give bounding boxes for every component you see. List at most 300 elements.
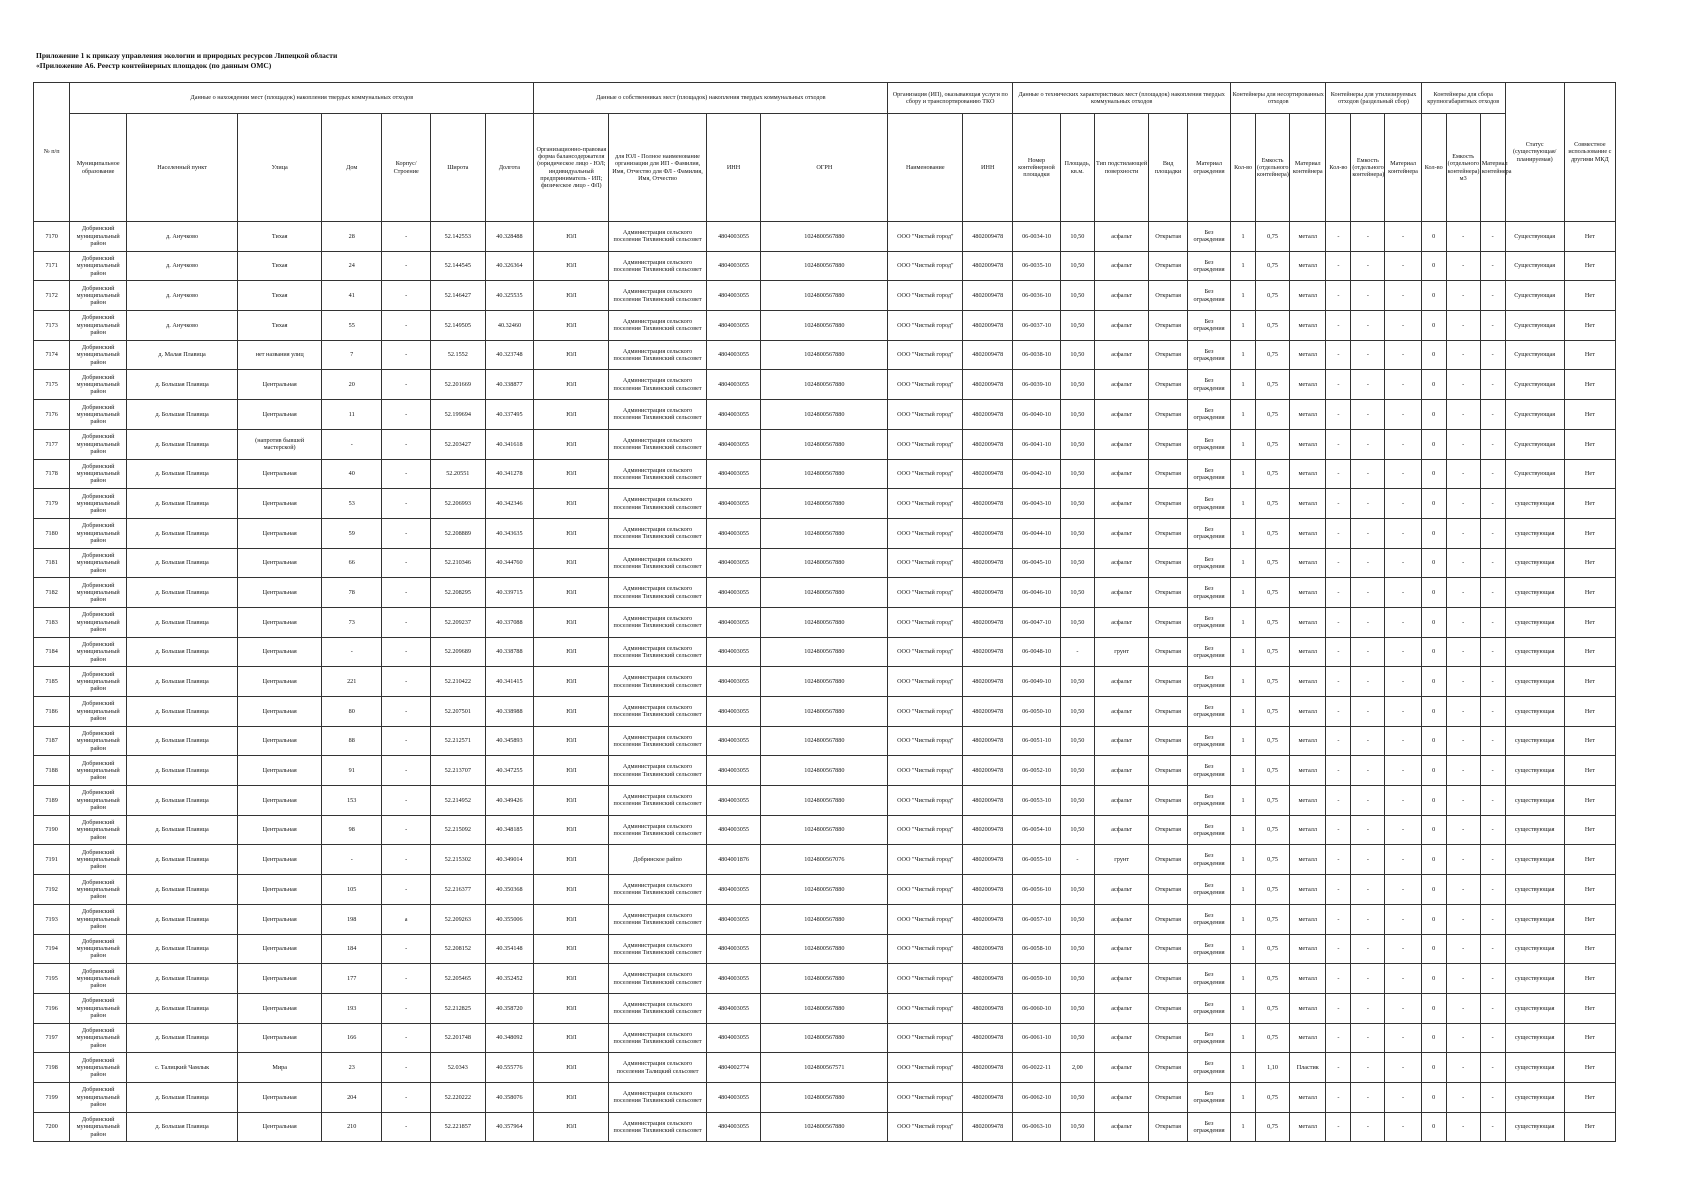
- table-cell: Администрация сельского поселения Тихвинский сельсовет: [609, 607, 707, 637]
- table-cell: -: [1060, 845, 1094, 875]
- table-cell: 4804003055: [706, 1082, 760, 1112]
- table-row: [34, 459, 1616, 489]
- table-cell: д. Малая Плавица: [127, 340, 238, 370]
- table-cell: асфальт: [1094, 993, 1148, 1023]
- table-cell: 1: [1231, 400, 1256, 430]
- table-cell: -: [1446, 222, 1480, 252]
- table-cell: Добринский муниципальный район: [70, 459, 127, 489]
- table-cell: ООО "Чистый город": [888, 370, 963, 400]
- table-cell: -: [382, 281, 431, 311]
- table-cell: 1024800567880: [761, 518, 888, 548]
- table-cell: ЮЛ: [534, 845, 609, 875]
- table-cell: асфальт: [1094, 1112, 1148, 1142]
- table-cell: 06-0052-10: [1013, 756, 1061, 786]
- table-cell: Без ограждения: [1187, 1082, 1230, 1112]
- column-header: Материал контейнера: [1385, 114, 1421, 222]
- table-cell: Нет: [1564, 697, 1615, 727]
- table-cell: 4802009478: [963, 993, 1013, 1023]
- table-cell: 1: [1231, 726, 1256, 756]
- table-cell: Центральная: [238, 726, 322, 756]
- table-cell: Без ограждения: [1187, 607, 1230, 637]
- table-cell: 1: [1231, 845, 1256, 875]
- table-cell: асфальт: [1094, 964, 1148, 994]
- table-cell: 10,50: [1060, 518, 1094, 548]
- table-cell: Добринский муниципальный район: [70, 667, 127, 697]
- table-cell: Открытая: [1149, 429, 1188, 459]
- table-cell: -: [1385, 340, 1421, 370]
- table-cell: 66: [322, 548, 382, 578]
- table-cell: Администрация сельского поселения Тихвинский сельсовет: [609, 964, 707, 994]
- column-header: Материал ограждения: [1187, 114, 1230, 222]
- table-cell: -: [1446, 459, 1480, 489]
- column-header: Корпус/Строение: [382, 114, 431, 222]
- table-cell: 0: [1421, 459, 1446, 489]
- table-cell: 4802009478: [963, 934, 1013, 964]
- table-cell: 0,75: [1256, 904, 1290, 934]
- table-cell: Администрация сельского поселения Тихвинский сельсовет: [609, 281, 707, 311]
- table-cell: -: [382, 667, 431, 697]
- table-cell: 166: [322, 1023, 382, 1053]
- table-cell: -: [1446, 607, 1480, 637]
- table-cell: ЮЛ: [534, 934, 609, 964]
- table-cell: Добринский муниципальный район: [70, 251, 127, 281]
- table-cell: металл: [1290, 815, 1326, 845]
- table-row: [34, 340, 1616, 370]
- table-cell: 06-0058-10: [1013, 934, 1061, 964]
- table-cell: -: [1326, 251, 1351, 281]
- table-cell: 7192: [34, 875, 70, 905]
- table-cell: 184: [322, 934, 382, 964]
- table-cell: 1: [1231, 786, 1256, 816]
- table-cell: д. Большая Плавица: [127, 875, 238, 905]
- table-cell: -: [1351, 489, 1385, 519]
- table-cell: 40.355006: [485, 904, 534, 934]
- table-cell: 52.212571: [431, 726, 485, 756]
- table-cell: -: [1446, 815, 1480, 845]
- table-cell: -: [1446, 400, 1480, 430]
- table-cell: 4804002774: [706, 1053, 760, 1083]
- table-cell: 1024800567880: [761, 756, 888, 786]
- table-cell: -: [382, 222, 431, 252]
- table-cell: -: [1385, 548, 1421, 578]
- column-header: ИНН: [963, 114, 1013, 222]
- table-cell: 0,75: [1256, 518, 1290, 548]
- table-cell: Тихая: [238, 281, 322, 311]
- table-cell: Открытая: [1149, 281, 1188, 311]
- table-cell: 06-0048-10: [1013, 637, 1061, 667]
- table-cell: 1: [1231, 370, 1256, 400]
- table-cell: Добринский муниципальный район: [70, 370, 127, 400]
- table-cell: 7175: [34, 370, 70, 400]
- table-cell: асфальт: [1094, 578, 1148, 608]
- table-cell: ЮЛ: [534, 875, 609, 905]
- table-cell: существующая: [1505, 786, 1564, 816]
- table-cell: -: [1480, 1023, 1505, 1053]
- column-header: Кол-во: [1231, 114, 1256, 222]
- table-cell: д. Большая Плавица: [127, 400, 238, 430]
- table-cell: Добринский муниципальный район: [70, 964, 127, 994]
- table-cell: 0,75: [1256, 726, 1290, 756]
- table-cell: 7188: [34, 756, 70, 786]
- table-cell: 1: [1231, 281, 1256, 311]
- table-cell: 4802009478: [963, 281, 1013, 311]
- table-cell: ООО "Чистый город": [888, 578, 963, 608]
- table-cell: асфальт: [1094, 786, 1148, 816]
- table-cell: -: [1385, 370, 1421, 400]
- table-row: [34, 518, 1616, 548]
- table-cell: 40.345893: [485, 726, 534, 756]
- table-cell: Без ограждения: [1187, 548, 1230, 578]
- table-cell: -: [1446, 667, 1480, 697]
- table-cell: 06-0050-10: [1013, 697, 1061, 727]
- table-cell: 40.342346: [485, 489, 534, 519]
- table-cell: 1024800567880: [761, 993, 888, 1023]
- table-cell: -: [1446, 370, 1480, 400]
- table-cell: 0: [1421, 251, 1446, 281]
- table-cell: Администрация сельского поселения Тихвинский сельсовет: [609, 786, 707, 816]
- table-cell: ООО "Чистый город": [888, 904, 963, 934]
- table-cell: Открытая: [1149, 1053, 1188, 1083]
- table-cell: металл: [1290, 340, 1326, 370]
- table-cell: 0: [1421, 1053, 1446, 1083]
- table-cell: Без ограждения: [1187, 667, 1230, 697]
- table-cell: д. Большая Плавица: [127, 756, 238, 786]
- table-cell: -: [382, 548, 431, 578]
- table-cell: ЮЛ: [534, 370, 609, 400]
- table-cell: ЮЛ: [534, 1053, 609, 1083]
- table-cell: Нет: [1564, 251, 1615, 281]
- table-cell: д. Большая Плавица: [127, 1082, 238, 1112]
- table-row: [34, 845, 1616, 875]
- table-cell: 40.341415: [485, 667, 534, 697]
- header-org-group: Организация (ИП), оказывающая услуги по сбору и транспортированию ТКО: [888, 83, 1013, 114]
- table-cell: 7174: [34, 340, 70, 370]
- table-cell: Администрация сельского поселения Тихвинский сельсовет: [609, 756, 707, 786]
- table-cell: ООО "Чистый город": [888, 875, 963, 905]
- table-cell: Существующая: [1505, 400, 1564, 430]
- table-cell: -: [382, 845, 431, 875]
- table-cell: -: [1480, 459, 1505, 489]
- table-cell: металл: [1290, 1082, 1326, 1112]
- table-cell: 1,10: [1256, 1053, 1290, 1083]
- table-row: [34, 548, 1616, 578]
- table-cell: асфальт: [1094, 934, 1148, 964]
- table-cell: Существующая: [1505, 281, 1564, 311]
- column-header: Емкость (отдельного контейнера): [1256, 114, 1290, 222]
- table-cell: 1024800567880: [761, 934, 888, 964]
- table-cell: д. Большая Плавица: [127, 518, 238, 548]
- table-cell: 11: [322, 400, 382, 430]
- table-row: [34, 281, 1616, 311]
- table-cell: -: [1446, 993, 1480, 1023]
- table-cell: 0: [1421, 311, 1446, 341]
- table-cell: 0: [1421, 518, 1446, 548]
- table-cell: -: [1385, 697, 1421, 727]
- table-cell: 0: [1421, 964, 1446, 994]
- table-cell: 52.221857: [431, 1112, 485, 1142]
- table-cell: ЮЛ: [534, 251, 609, 281]
- table-cell: 0: [1421, 667, 1446, 697]
- table-cell: -: [1446, 1053, 1480, 1083]
- table-cell: 10,50: [1060, 429, 1094, 459]
- table-cell: Администрация сельского поселения Тихвинский сельсовет: [609, 370, 707, 400]
- table-cell: Существующая: [1505, 459, 1564, 489]
- table-cell: 0: [1421, 607, 1446, 637]
- table-cell: 4802009478: [963, 607, 1013, 637]
- table-cell: Добринский муниципальный район: [70, 1053, 127, 1083]
- table-cell: 1: [1231, 607, 1256, 637]
- table-cell: 4804003055: [706, 518, 760, 548]
- table-cell: 7184: [34, 637, 70, 667]
- table-cell: д. Большая Плавица: [127, 548, 238, 578]
- table-cell: -: [322, 429, 382, 459]
- table-row: [34, 607, 1616, 637]
- table-cell: -: [1446, 1082, 1480, 1112]
- table-cell: ООО "Чистый город": [888, 786, 963, 816]
- table-cell: металл: [1290, 459, 1326, 489]
- table-cell: -: [1385, 429, 1421, 459]
- table-cell: Добринский муниципальный район: [70, 311, 127, 341]
- table-cell: -: [382, 459, 431, 489]
- table-cell: ЮЛ: [534, 993, 609, 1023]
- table-cell: 153: [322, 786, 382, 816]
- table-cell: 0,75: [1256, 607, 1290, 637]
- table-cell: 1024800567880: [761, 1023, 888, 1053]
- table-cell: 98: [322, 815, 382, 845]
- table-cell: 177: [322, 964, 382, 994]
- table-cell: Нет: [1564, 964, 1615, 994]
- table-cell: Нет: [1564, 489, 1615, 519]
- column-header: Широта: [431, 114, 485, 222]
- table-cell: Без ограждения: [1187, 518, 1230, 548]
- table-cell: Добринский муниципальный район: [70, 1112, 127, 1142]
- table-cell: ЮЛ: [534, 786, 609, 816]
- table-cell: 10,50: [1060, 993, 1094, 1023]
- table-cell: 0,75: [1256, 697, 1290, 727]
- table-cell: 4802009478: [963, 964, 1013, 994]
- table-cell: металл: [1290, 964, 1326, 994]
- table-cell: ЮЛ: [534, 1023, 609, 1053]
- table-cell: Администрация сельского поселения Тихвинский сельсовет: [609, 311, 707, 341]
- table-cell: 06-0045-10: [1013, 548, 1061, 578]
- table-cell: Добринский муниципальный район: [70, 845, 127, 875]
- table-cell: 4804003055: [706, 637, 760, 667]
- table-cell: 52.208889: [431, 518, 485, 548]
- table-cell: 0,75: [1256, 1112, 1290, 1142]
- column-header: Дом: [322, 114, 382, 222]
- table-cell: 7171: [34, 251, 70, 281]
- table-cell: -: [1351, 251, 1385, 281]
- table-cell: 221: [322, 667, 382, 697]
- table-cell: -: [1446, 489, 1480, 519]
- table-cell: 0: [1421, 726, 1446, 756]
- table-cell: д. Большая Плавица: [127, 429, 238, 459]
- table-cell: -: [322, 637, 382, 667]
- table-cell: Центральная: [238, 489, 322, 519]
- table-cell: 4802009478: [963, 756, 1013, 786]
- table-cell: -: [1351, 518, 1385, 548]
- table-cell: 06-0060-10: [1013, 993, 1061, 1023]
- table-cell: существующая: [1505, 518, 1564, 548]
- table-cell: -: [1326, 370, 1351, 400]
- table-cell: Добринский муниципальный район: [70, 726, 127, 756]
- table-cell: асфальт: [1094, 518, 1148, 548]
- table-cell: ООО "Чистый город": [888, 548, 963, 578]
- table-cell: 4804003055: [706, 1023, 760, 1053]
- table-cell: Нет: [1564, 429, 1615, 459]
- table-cell: 1024800567880: [761, 459, 888, 489]
- table-cell: 4804003055: [706, 697, 760, 727]
- table-cell: -: [1480, 1053, 1505, 1083]
- table-cell: Без ограждения: [1187, 756, 1230, 786]
- table-cell: 0: [1421, 934, 1446, 964]
- table-cell: асфальт: [1094, 1082, 1148, 1112]
- table-cell: -: [1385, 934, 1421, 964]
- table-cell: 1: [1231, 904, 1256, 934]
- table-cell: 4802009478: [963, 459, 1013, 489]
- table-cell: Центральная: [238, 875, 322, 905]
- table-cell: Центральная: [238, 459, 322, 489]
- table-cell: 4802009478: [963, 548, 1013, 578]
- table-cell: существующая: [1505, 1023, 1564, 1053]
- table-cell: Центральная: [238, 756, 322, 786]
- table-cell: Добринский муниципальный район: [70, 697, 127, 727]
- table-cell: 1024800567880: [761, 222, 888, 252]
- table-cell: 7182: [34, 578, 70, 608]
- table-cell: Мира: [238, 1053, 322, 1083]
- table-cell: 0,75: [1256, 251, 1290, 281]
- column-header: Площадь, кв.м.: [1060, 114, 1094, 222]
- table-cell: -: [1351, 697, 1385, 727]
- table-cell: существующая: [1505, 726, 1564, 756]
- table-cell: Центральная: [238, 815, 322, 845]
- table-cell: -: [1385, 637, 1421, 667]
- table-cell: металл: [1290, 607, 1326, 637]
- table-cell: Администрация сельского поселения Тихвинский сельсовет: [609, 815, 707, 845]
- table-cell: 1024800567880: [761, 548, 888, 578]
- table-cell: -: [382, 340, 431, 370]
- table-cell: Нет: [1564, 1112, 1615, 1142]
- table-cell: 40.349014: [485, 845, 534, 875]
- table-cell: 55: [322, 311, 382, 341]
- column-header: ОГРН: [761, 114, 888, 222]
- table-cell: 7196: [34, 993, 70, 1023]
- table-cell: Центральная: [238, 1023, 322, 1053]
- table-cell: 52.208295: [431, 578, 485, 608]
- table-cell: 1: [1231, 815, 1256, 845]
- table-cell: Добринский муниципальный район: [70, 1023, 127, 1053]
- table-cell: 1: [1231, 1082, 1256, 1112]
- table-cell: -: [1385, 1023, 1421, 1053]
- table-cell: 7178: [34, 459, 70, 489]
- table-cell: 0,75: [1256, 756, 1290, 786]
- table-cell: асфальт: [1094, 370, 1148, 400]
- table-cell: 0,75: [1256, 340, 1290, 370]
- table-cell: 4804003055: [706, 934, 760, 964]
- table-cell: д. Большая Плавица: [127, 786, 238, 816]
- table-cell: -: [382, 637, 431, 667]
- table-cell: 52.199694: [431, 400, 485, 430]
- table-cell: Открытая: [1149, 815, 1188, 845]
- table-cell: 10,50: [1060, 459, 1094, 489]
- table-cell: Без ограждения: [1187, 845, 1230, 875]
- table-cell: -: [1480, 993, 1505, 1023]
- table-cell: существующая: [1505, 1053, 1564, 1083]
- table-cell: Администрация сельского поселения Тихвинский сельсовет: [609, 459, 707, 489]
- table-cell: ЮЛ: [534, 459, 609, 489]
- table-cell: д. Большая Плавица: [127, 845, 238, 875]
- table-cell: -: [382, 1112, 431, 1142]
- table-cell: металл: [1290, 281, 1326, 311]
- table-cell: 4804003055: [706, 429, 760, 459]
- table-cell: 06-0044-10: [1013, 518, 1061, 548]
- table-cell: 0,75: [1256, 845, 1290, 875]
- table-cell: 1: [1231, 340, 1256, 370]
- table-cell: 78: [322, 578, 382, 608]
- table-header: [34, 83, 1616, 222]
- table-cell: Администрация сельского поселения Тихвинский сельсовет: [609, 548, 707, 578]
- table-cell: -: [382, 875, 431, 905]
- table-cell: -: [382, 726, 431, 756]
- table-cell: Открытая: [1149, 993, 1188, 1023]
- table-cell: -: [1351, 370, 1385, 400]
- table-cell: -: [1326, 845, 1351, 875]
- table-cell: 1: [1231, 1053, 1256, 1083]
- column-header: Кол-во: [1326, 114, 1351, 222]
- table-cell: -: [1351, 815, 1385, 845]
- table-cell: Нет: [1564, 518, 1615, 548]
- column-header: для ЮЛ - Полное наименование организации для ИП - Фамилия, Имя, Отчество для ФЛ - Фамилия, Имя, Отчество: [609, 114, 707, 222]
- header-recycled-group: Контейнеры для утилизируемых отходов (раздельный сбор): [1326, 83, 1421, 114]
- table-cell: Открытая: [1149, 311, 1188, 341]
- table-cell: 40.337088: [485, 607, 534, 637]
- table-cell: асфальт: [1094, 400, 1148, 430]
- table-cell: -: [1480, 311, 1505, 341]
- table-cell: металл: [1290, 251, 1326, 281]
- table-cell: грунт: [1094, 637, 1148, 667]
- table-cell: 52.209689: [431, 637, 485, 667]
- table-cell: 06-0046-10: [1013, 578, 1061, 608]
- table-cell: 0: [1421, 1112, 1446, 1142]
- table-cell: -: [1385, 400, 1421, 430]
- header-bulky-group: Контейнеры для сбора крупногабаритных отходов: [1421, 83, 1505, 114]
- table-cell: -: [1480, 370, 1505, 400]
- table-cell: 1: [1231, 756, 1256, 786]
- table-cell: 06-0043-10: [1013, 489, 1061, 519]
- table-row: [34, 904, 1616, 934]
- table-cell: 4804003055: [706, 667, 760, 697]
- table-cell: 52.206993: [431, 489, 485, 519]
- column-header: Материал контейнера: [1480, 114, 1505, 222]
- table-cell: -: [1351, 964, 1385, 994]
- table-cell: Центральная: [238, 934, 322, 964]
- table-cell: 06-0054-10: [1013, 815, 1061, 845]
- table-cell: -: [382, 815, 431, 845]
- header-shared: Совместное использование с другими МКД: [1564, 83, 1615, 222]
- table-cell: 4802009478: [963, 1053, 1013, 1083]
- table-cell: 06-0059-10: [1013, 964, 1061, 994]
- header-tech-group: Данные о технических характеристиках мест (площадок) накопления твердых коммунальных отходов: [1013, 83, 1231, 114]
- table-cell: ООО "Чистый город": [888, 815, 963, 845]
- table-cell: 52.146427: [431, 281, 485, 311]
- table-cell: асфальт: [1094, 697, 1148, 727]
- table-cell: Без ограждения: [1187, 904, 1230, 934]
- table-row: [34, 222, 1616, 252]
- table-cell: ЮЛ: [534, 756, 609, 786]
- table-cell: -: [1480, 578, 1505, 608]
- table-cell: 4804003055: [706, 311, 760, 341]
- table-cell: Нет: [1564, 845, 1615, 875]
